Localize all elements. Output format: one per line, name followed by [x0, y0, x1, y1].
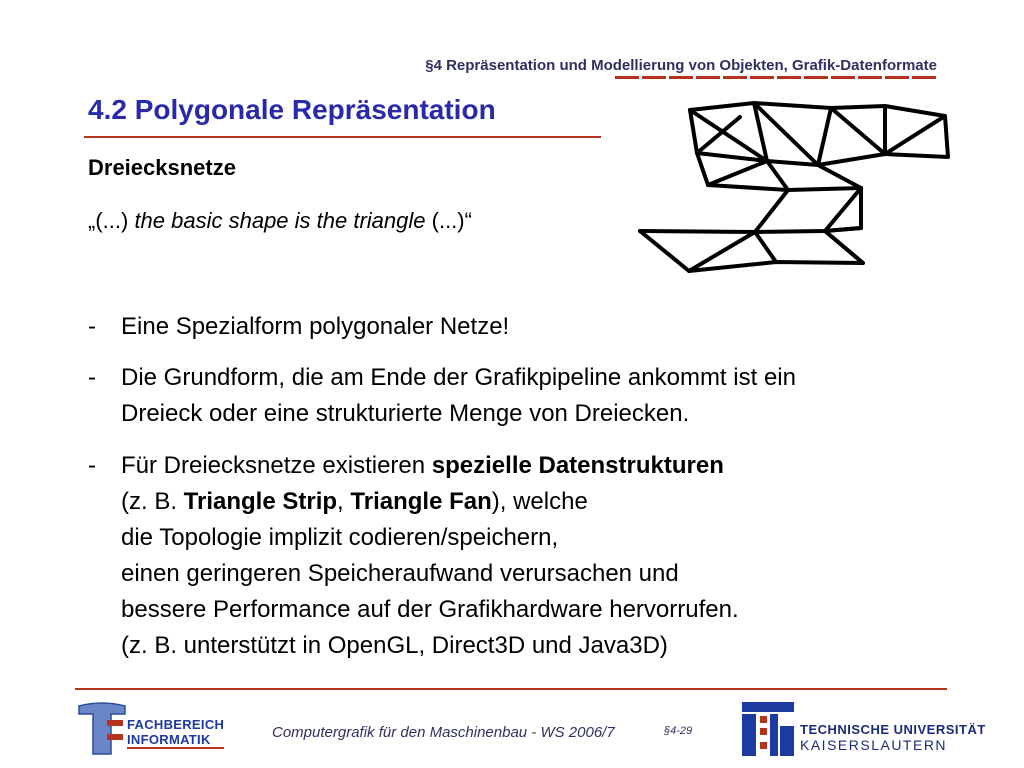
text-segment: Eine Spezialform polygonaler Netze!: [121, 313, 510, 340]
mesh-edges: [640, 103, 948, 271]
page-number: §4-29: [664, 725, 693, 737]
bullet-text: [121, 309, 509, 345]
bullet-text: [121, 448, 739, 664]
text-segment: (z. B. unterstützt in OpenGL, Direct3D und Java3D): [121, 632, 668, 659]
text-segment: die Topologie implizit codieren/speichern,: [121, 524, 559, 551]
text-segment: Dreieck oder eine strukturierte Menge von Dreiecken.: [121, 400, 690, 427]
bullet-dash: -: [88, 452, 96, 479]
chapter-header: §4 Repräsentation und Modellierung von Objekten, Grafik-Datenformate: [425, 57, 937, 74]
bullet-dash: -: [88, 364, 96, 391]
bold-term: spezielle Datenstrukturen: [431, 452, 724, 479]
faculty-logo-text: [127, 717, 224, 749]
bold-term: Triangle Strip: [183, 488, 338, 515]
bullet-line: [121, 484, 739, 520]
text-segment: ), welche: [491, 488, 588, 515]
bold-term: Triangle Fan: [350, 488, 492, 515]
text-segment: Die Grundform, die am Ende der Grafikpipeline ankommt ist ein: [121, 364, 796, 391]
footer-rule: [75, 688, 947, 690]
bullet-line: [121, 396, 796, 432]
quote-close: (...)“: [425, 208, 472, 233]
quote-open: „(...): [88, 208, 135, 233]
quote-italic: the basic shape is the triangle: [134, 208, 426, 233]
university-logo-line2: KAISERSLAUTERN: [800, 737, 948, 753]
text-segment: Für Dreiecksnetze existieren: [121, 452, 432, 479]
triangle-mesh-illustration: [630, 95, 960, 280]
university-logo-text: [800, 722, 986, 753]
bullet-line: [121, 309, 509, 345]
university-logo-line1: TECHNISCHE UNIVERSITÄT: [800, 722, 986, 737]
footer-course: Computergrafik für den Maschinenbau - WS 2006/7: [272, 724, 615, 741]
text-segment: ,: [337, 488, 351, 515]
faculty-logo-line1: FACHBEREICH: [127, 717, 225, 732]
faculty-logo-line2: INFORMATIK: [127, 732, 224, 749]
university-logo-icon: [740, 698, 796, 758]
bullet-line: [121, 628, 739, 664]
title-rule: [84, 136, 601, 138]
text-segment: einen geringeren Speicheraufwand verursachen und: [121, 560, 679, 587]
quote: [88, 208, 472, 234]
text-segment: (z. B.: [121, 488, 184, 515]
header-underline: [615, 76, 937, 79]
slide-subtitle: Dreiecksnetze: [88, 155, 236, 180]
faculty-logo-icon: [77, 700, 127, 756]
bullet-dash: -: [88, 313, 96, 340]
bullet-line: [121, 556, 739, 592]
bullet-line: [121, 592, 739, 628]
bullet-line: [121, 360, 796, 396]
text-segment: bessere Performance auf der Grafikhardware hervorrufen.: [121, 596, 739, 623]
bullet-text: [121, 360, 796, 432]
slide-title: 4.2 Polygonale Repräsentation: [88, 94, 496, 125]
bullet-line: [121, 520, 739, 556]
bullet-line: [121, 448, 739, 484]
